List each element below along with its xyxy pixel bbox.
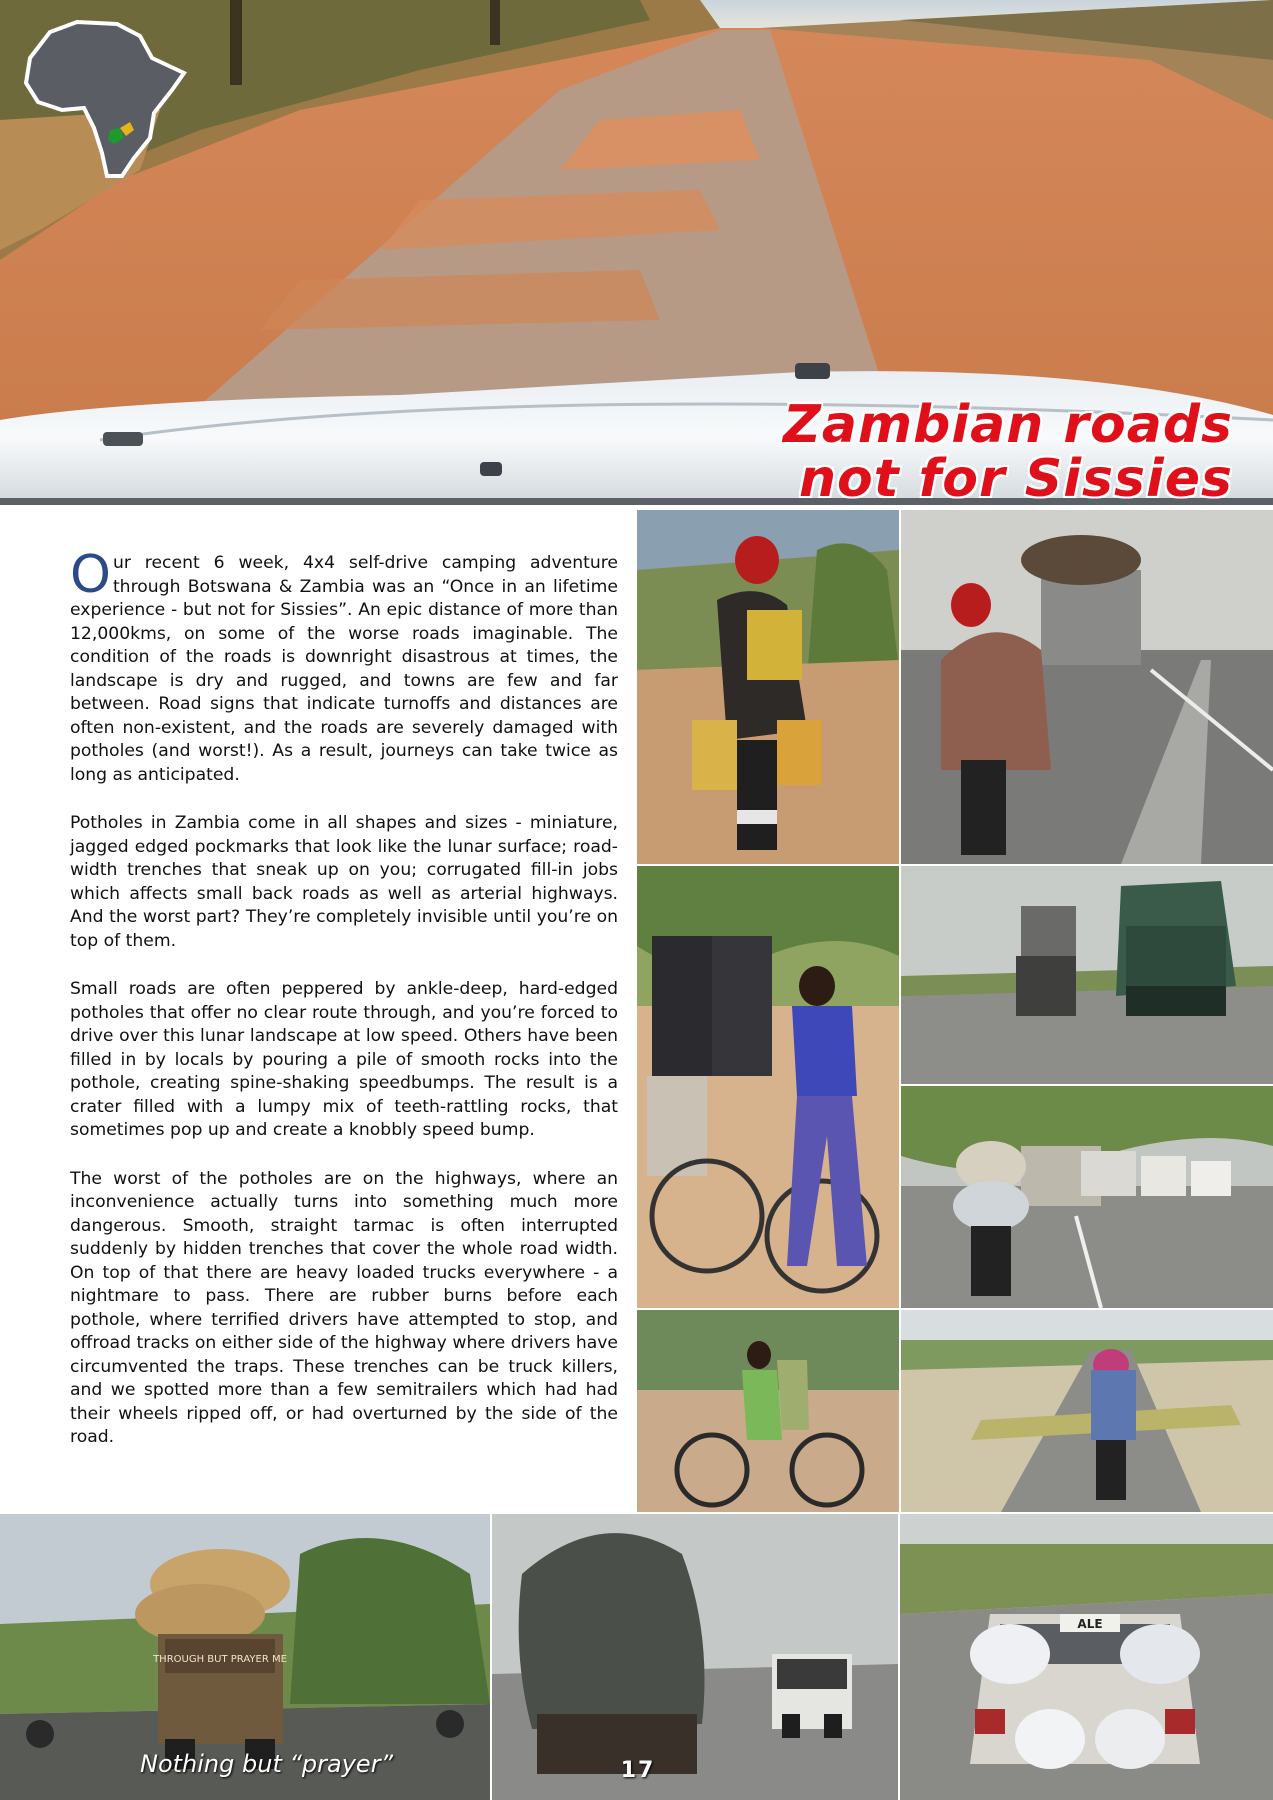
licence-plate: ALE — [1077, 1617, 1103, 1631]
page-number: 17 — [620, 1758, 656, 1783]
photo-motorbike-sugarcane — [901, 1310, 1273, 1512]
article-paragraph-2: Potholes in Zambia come in all shapes and sizes - miniature, jagged edged pockmarks that look like the lunar surface; road-width trenches that sneak up on you; corrugated fill-in jobs which affects small back roads as well as arterial highways. And the worst part? They’re completely invisible until you’re on top of them. — [70, 813, 618, 951]
title-line-1: Zambian roads — [783, 395, 1233, 455]
article-body — [70, 545, 618, 1475]
africa-locator-map — [22, 18, 187, 180]
photo-boys-bicycle — [637, 1310, 899, 1512]
article-paragraph-3: Small roads are often peppered by ankle-deep, hard-edged potholes that offer no clear route through, and you’re forced to drive over this lunar landscape at low speed. Others have been filled in by locals by pouring a pile of smooth rocks into the pothole, creating spine-shaking speedbumps. The result is a crater filled with a lumpy mix of teeth-rattling rocks, that sometimes pop up and create a knobbly speed bump. — [70, 979, 618, 1140]
article-paragraph-4: The worst of the potholes are on the highways, where an inconvenience actually turns into something much more dangerous. Smooth, straight tarmac is often interrupted suddenly by hidden trenches that cover the whole road width. On top of that there are heavy loaded trucks everywhere - a nightmare to pass. There are rubber burns before each pothole, where terrified drivers have attempted to stop, and offroad tracks on either side of the highway where drivers have circumvented the traps. These trenches can be truck killers, and we spotted more than a few semitrailers which had had their wheels ripped off, or had overturned by the side of the road. — [70, 1168, 618, 1447]
paragraph-1-text: ur recent 6 week, 4x4 self-drive camping adventure through Botswana & Zambia was an “Once in an lifetime experience - but not for Sissies”. An epic distance of more than 12,000kms, on some of the worse roads imaginable. The condition of the roads is downright disastrous at times, the landscape is dry and rugged, and towns are few and far between. Road signs that indicate turnoffs and distances are often non-existent, and the roads are severely damaged with potholes (and worst!). As a result, journeys can take twice as long as anticipated. — [70, 553, 618, 785]
title-line-2: not for Sissies — [798, 449, 1233, 509]
page-title — [783, 395, 1233, 509]
photo-motorbike-traffic — [901, 1086, 1273, 1308]
photo-motorbike-highway — [901, 510, 1273, 864]
drop-cap: O — [70, 545, 111, 605]
photo-caption: Nothing but “prayer” — [140, 1750, 393, 1778]
photo-covered-truck — [492, 1514, 898, 1800]
photo-motorbike-jerrycans — [637, 510, 899, 864]
truck-sign: THROUGH BUT PRAYER ME — [153, 1654, 287, 1665]
photo-car-loaded-bags — [900, 1514, 1273, 1800]
photo-trucks-road — [901, 866, 1273, 1084]
photo-boy-bicycle-charcoal — [637, 866, 899, 1308]
article-paragraph-1 — [70, 545, 618, 787]
